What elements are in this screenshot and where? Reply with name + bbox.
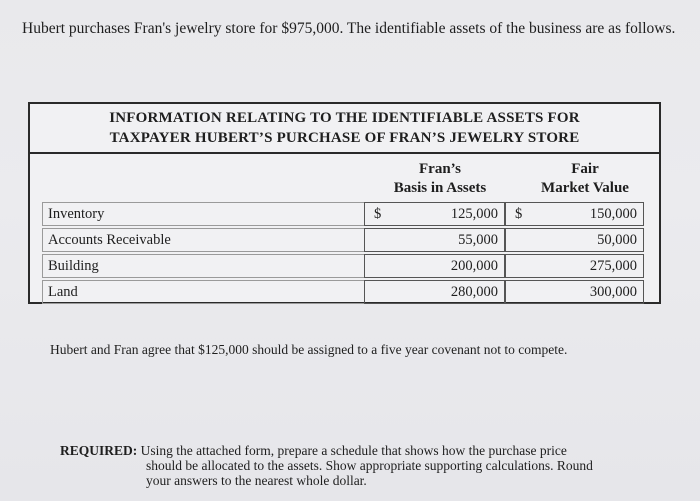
basis-value: 200,000 [450, 258, 498, 274]
asset-label: Land [42, 280, 364, 304]
covenant-note: Hubert and Fran agree that $125,000 should be assigned to a five year covenant not to compete. [50, 342, 568, 357]
basis-cell [364, 228, 505, 252]
table-title-line-1: INFORMATION RELATING TO THE IDENTIFIABLE ASSETS FOR [109, 110, 580, 126]
required-label: REQUIRED: [60, 443, 138, 458]
basis-cell [364, 254, 505, 278]
column-header-fmv-line-1: Fair [571, 161, 599, 177]
fmv-value: 50,000 [597, 232, 637, 248]
table-row [38, 254, 653, 280]
asset-label: Inventory [42, 202, 364, 226]
basis-cell [364, 280, 505, 304]
column-header-fmv-line-2: Market Value [541, 180, 629, 196]
fmv-cell [505, 228, 644, 252]
required-text-line-3: your answers to the nearest whole dollar. [146, 473, 367, 488]
basis-value: 125,000 [450, 206, 498, 222]
table-row [38, 202, 653, 228]
title-divider [30, 152, 659, 154]
fmv-value: 275,000 [589, 258, 637, 274]
column-header-basis-line-2: Basis in Assets [393, 180, 487, 196]
fmv-cell [505, 202, 644, 226]
table-row [38, 280, 653, 306]
table-title [30, 108, 659, 148]
table-body [38, 202, 653, 306]
fmv-value: 150,000 [589, 206, 637, 222]
table-row [38, 228, 653, 254]
asset-label: Accounts Receivable [42, 228, 364, 252]
asset-label: Building [42, 254, 364, 278]
fmv-value: 300,000 [589, 284, 637, 300]
column-header-basis [384, 160, 496, 198]
fmv-cell [505, 254, 644, 278]
column-header-fmv [530, 160, 640, 198]
required-text-line-2: should be allocated to the assets. Show appropriate supporting calculations. Round [146, 458, 593, 473]
basis-value: 55,000 [458, 232, 498, 248]
required-text-line-1: Using the attached form, prepare a schedule that shows how the purchase price [140, 443, 567, 458]
table-title-line-2: TAXPAYER HUBERT’S PURCHASE OF FRAN’S JEWELRY STORE [109, 130, 580, 146]
basis-cell [364, 202, 505, 226]
basis-value: 280,000 [450, 284, 498, 300]
column-header-basis-line-1: Fran’s [419, 161, 461, 177]
required-instructions [60, 443, 650, 488]
intro-paragraph: Hubert purchases Fran's jewelry store for $975,000. The identifiable assets of the business are as follows. [22, 20, 676, 37]
fmv-cell [505, 280, 644, 304]
currency-symbol: $ [515, 206, 523, 222]
assets-table [28, 102, 661, 304]
currency-symbol: $ [374, 206, 382, 222]
